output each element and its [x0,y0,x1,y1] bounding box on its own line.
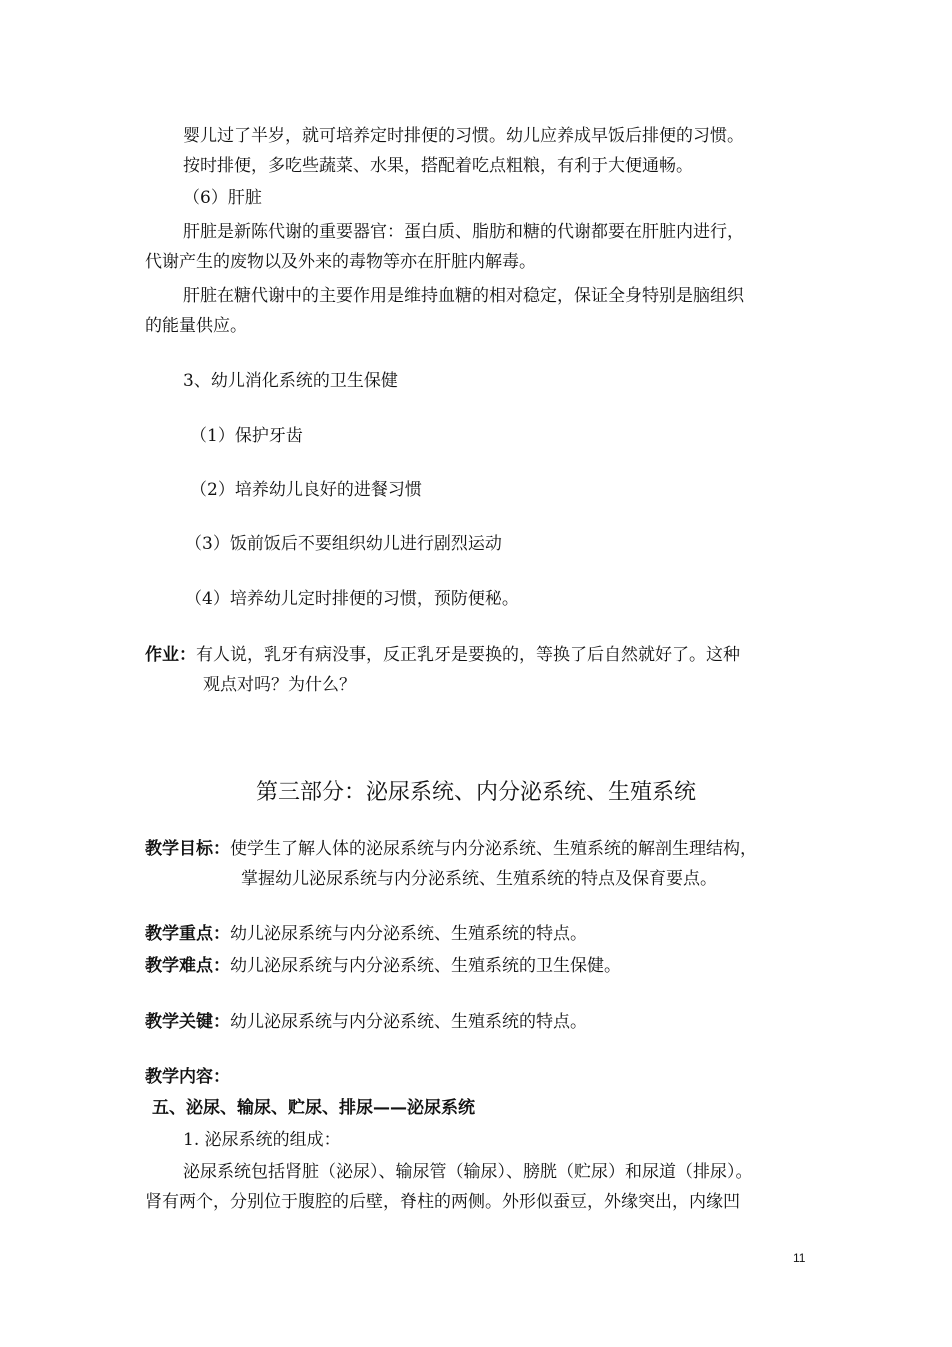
liver-p1-line1: 肝脏是新陈代谢的重要器官：蛋白质、脂肪和糖的代谢都要在肝脏内进行， [183,222,744,242]
liver-p2-line2: 的能量供应。 [145,316,247,336]
goals-line1 [145,837,757,861]
hygiene-item-2: （2）培养幼儿良好的进餐习惯 [190,480,422,500]
goals-text-1: 使学生了解人体的泌尿系统与内分泌系统、生殖系统的解剖生理结构， [230,839,757,859]
para1-line2: 按时排便，多吃些蔬菜、水果，搭配着吃点粗粮，有利于大便通畅。 [183,156,693,176]
hygiene-item-3: （3）饭前饭后不要组织幼儿进行剧烈运动 [185,534,502,554]
section5-p-line2: 肾有两个，分别位于腹腔的后壁，脊柱的两侧。外形似蚕豆，外缘突出，内缘凹 [145,1192,740,1212]
difficulty-text: 幼儿泌尿系统与内分泌系统、生殖系统的卫生保健。 [230,956,621,976]
homework-line2: 观点对吗？为什么？ [203,675,356,695]
section5-sub1: 1. 泌尿系统的组成： [183,1130,341,1150]
goals-line2: 掌握幼儿泌尿系统与内分泌系统、生殖系统的特点及保育要点。 [241,869,717,889]
difficulty-line [145,954,621,978]
homework-label: 作业： [145,645,196,665]
liver-p2-line1: 肝脏在糖代谢中的主要作用是维持血糖的相对稳定，保证全身特别是脑组织 [183,286,744,306]
section5-heading: 五、泌尿、输尿、贮尿、排尿——泌尿系统 [152,1098,475,1118]
focus-text: 幼儿泌尿系统与内分泌系统、生殖系统的特点。 [230,924,587,944]
homework-text-1: 有人说，乳牙有病没事，反正乳牙是要换的，等换了后自然就好了。这种 [196,645,740,665]
para1-line1: 婴儿过了半岁，就可培养定时排便的习惯。幼儿应养成早饭后排便的习惯。 [183,126,744,146]
hygiene-item-4: （4）培养幼儿定时排便的习惯，预防便秘。 [185,589,519,609]
section5-p-line1: 泌尿系统包括肾脏（泌尿）、输尿管（输尿）、膀胱（贮尿）和尿道（排尿）。 [183,1162,753,1182]
part3-title: 第三部分：泌尿系统、内分泌系统、生殖系统 [255,780,696,805]
liver-p1-line2: 代谢产生的废物以及外来的毒物等亦在肝脏内解毒。 [145,252,536,272]
page-number: 11 [793,1251,806,1265]
hygiene-item-1: （1）保护牙齿 [190,426,303,446]
homework-line1 [145,643,740,667]
goals-label: 教学目标： [145,839,230,859]
key-label: 教学关键： [145,1012,230,1032]
content-label: 教学内容： [145,1067,230,1087]
hygiene-heading: 3、幼儿消化系统的卫生保健 [183,371,398,391]
liver-heading: （6）肝脏 [183,188,262,208]
focus-label: 教学重点： [145,924,230,944]
key-text: 幼儿泌尿系统与内分泌系统、生殖系统的特点。 [230,1012,587,1032]
difficulty-label: 教学难点： [145,956,230,976]
key-line [145,1010,587,1034]
focus-line [145,922,587,946]
